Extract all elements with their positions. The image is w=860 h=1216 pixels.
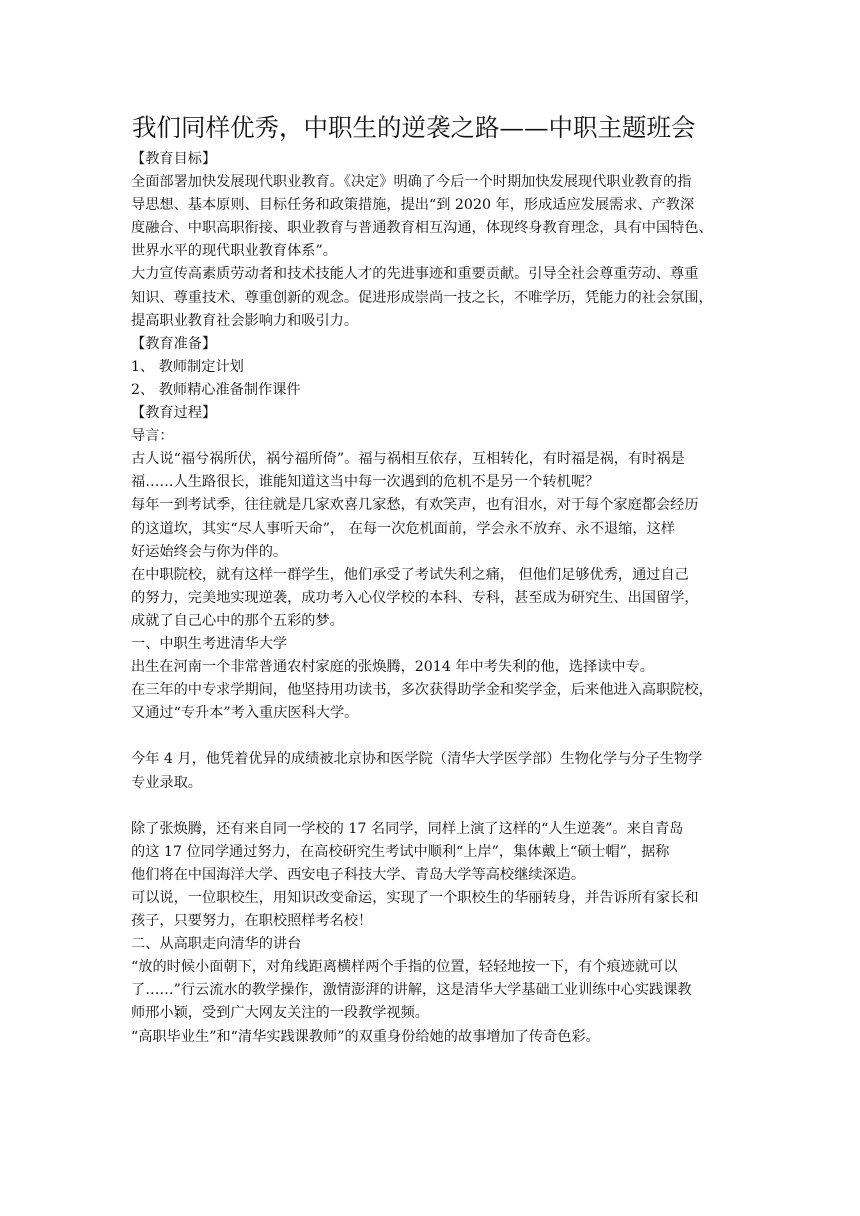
paragraph-line: 又通过“专升本”考入重庆医科大学。	[131, 705, 359, 722]
paragraph-line: 孩子，只要努力，在职校照样考名校！	[131, 913, 373, 930]
paragraph-line: 世界水平的现代职业教育体系”。	[131, 243, 337, 260]
list-item: 2、 教师精心准备制作课件	[131, 381, 301, 398]
paragraph-line: 成就了自己心中的那个五彩的梦。	[131, 612, 344, 629]
section-heading-preparation: 【教育准备】	[131, 335, 217, 352]
paragraph-line: 出生在河南一个非常普通农村家庭的张焕腾，2014 年中考失利的他，选择读中专。	[131, 659, 654, 676]
paragraph-line: 可以说，一位职校生，用知识改变命运，实现了一个职校生的华丽转身，并告诉所有家长和	[131, 890, 699, 906]
paragraph-line: 师邢小颖，受到广大网友关注的一段教学视频。	[131, 1005, 429, 1022]
paragraph-line: 他们将在中国海洋大学、西安电子科技大学、青岛大学等高校继续深造。	[131, 866, 586, 883]
paragraph-line: 除了张焕腾，还有来自同一学校的 17 名同学，同样上演了这样的“人生逆袭”。来自青岛	[131, 820, 684, 837]
list-item: 1、 教师制定计划	[131, 358, 244, 375]
paragraph-line: 了……”行云流水的教学操作，激情澎湃的讲解，这是清华大学基础工业训练中心实践课教	[131, 982, 692, 999]
document-title: 我们同样优秀，中职生的逆袭之路——中职主题班会	[132, 113, 696, 142]
paragraph-line: 的这道坎，其实“尽人事听天命”， 在每一次危机面前，学会永不放弃、永不退缩，这样	[131, 520, 675, 537]
paragraph-line: 提高职业教育社会影响力和吸引力。	[131, 312, 359, 329]
section-heading-goals: 【教育目标】	[131, 151, 217, 167]
paragraph-line: 全面部署加快发展现代职业教育。《决定》明确了今后一个时期加快发展现代职业教育的指	[131, 174, 692, 191]
paragraph-line: 在三年的中专求学期间，他坚持用功读书，多次获得助学金和奖学金，后来他进入高职院校，	[131, 682, 713, 699]
paragraph-line: 大力宣传高素质劳动者和技术技能人才的先进事迹和重要贡献。引导全社会尊重劳动、尊重	[131, 266, 699, 283]
subsection-heading: 二、从高职走向清华的讲台	[131, 936, 302, 953]
paragraph-line: 每年一到考试季，往往就是几家欢喜几家愁，有欢笑声，也有泪水，对于每个家庭都会经历	[131, 497, 699, 514]
paragraph-line: 今年 4 月，他凭着优异的成绩被北京协和医学院（清华大学医学部）生物化学与分子生物学	[131, 751, 703, 768]
paragraph-line: 度融合、中职高职衔接、职业教育与普通教育相互沟通，体现终身教育理念，具有中国特色、	[131, 220, 713, 237]
paragraph-line: 的这 17 位同学通过努力，在高校研究生考试中顺利“上岸”，集体戴上“硕士帽”，据称	[131, 843, 670, 860]
paragraph-line: 好运始终会与你为伴的。	[131, 543, 288, 560]
paragraph-line: 导思想、基本原则、目标任务和政策措施，提出“到 2020 年，形成适应发展需求、产教深	[131, 197, 695, 214]
paragraph-line: “高职毕业生”和“清华实践课教师”的双重身份给她的故事增加了传奇色彩。	[131, 1028, 600, 1045]
document-body	[131, 148, 731, 1049]
paragraph-line: 专业录取。	[131, 774, 202, 791]
paragraph-line: 在中职院校，就有这样一群学生，他们承受了考试失利之痛， 但他们足够优秀，通过自己	[131, 566, 689, 583]
paragraph-line: 福……人生路很长，谁能知道这当中每一次遇到的危机不是另一个转机呢？	[131, 474, 600, 491]
paragraph-line: 古人说“福兮祸所伏，祸兮福所倚”。福与祸相互依存，互相转化，有时福是祸，有时祸是	[131, 451, 685, 468]
section-heading-process: 【教育过程】	[131, 405, 217, 422]
paragraph-line: 的努力，完美地实现逆袭，成功考入心仪学校的本科、专科，甚至成为研究生、出国留学，	[131, 589, 699, 606]
blank-line	[131, 725, 731, 748]
blank-line	[131, 795, 731, 818]
paragraph-line: 知识、尊重技术、尊重创新的观念。促进形成崇尚一技之长，不唯学历，凭能力的社会氛围，	[131, 289, 713, 306]
document-page	[131, 108, 731, 1049]
paragraph-line: “放的时候小面朝下，对角线距离横样两个手指的位置，轻轻地按一下，有个痕迹就可以	[131, 959, 678, 976]
subsection-heading: 一、中职生考进清华大学	[131, 635, 288, 652]
paragraph-line: 导言：	[131, 428, 174, 445]
